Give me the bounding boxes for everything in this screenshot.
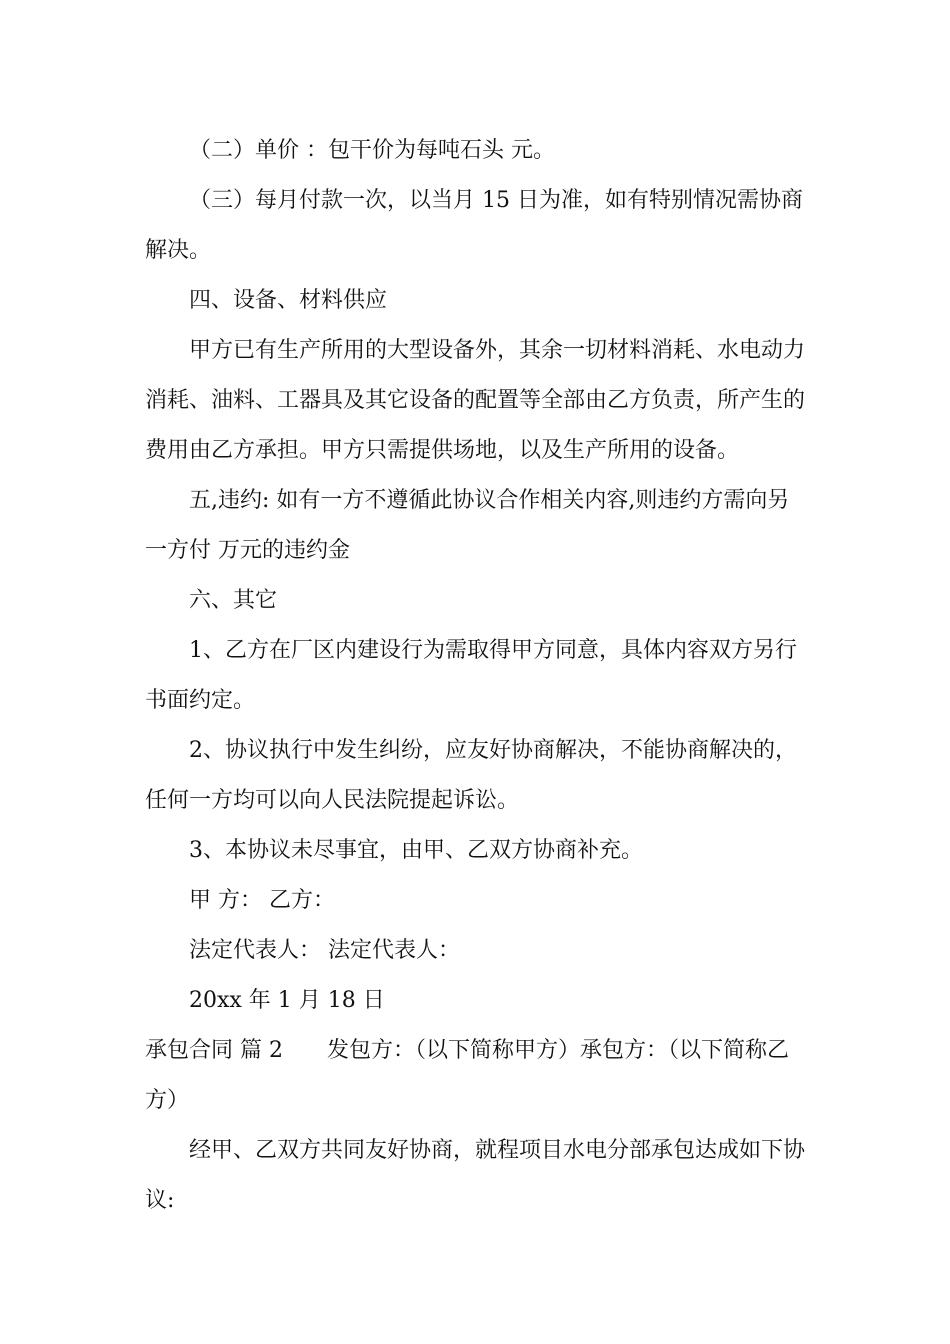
section2-header <box>145 1026 810 1126</box>
paragraph-equipment-terms: 甲方已有生产所用的大型设备外，其余一切材料消耗、水电动力消耗、油料、工器具及其它设备的配置等全部由乙方负责，所产生的费用由乙方承担。甲方只需提供场地，以及生产所用的设备。 <box>145 338 806 463</box>
paragraph-unit-price: （二）单价 ：包干价为每吨石头 元。 <box>189 138 555 163</box>
paragraph-monthly-payment: （三）每月付款一次，以当月 15 日为准，如有特别情况需协商解决。 <box>145 188 803 263</box>
clause-2: 2、协议执行中发生纠纷，应友好协商解决，不能协商解决的，任何一方均可以向人民法院提起诉讼。 <box>145 738 797 813</box>
signature-parties: 甲 方： 乙方： <box>189 888 335 913</box>
heading-other: 六、其它 <box>189 588 278 613</box>
signature-date: 20xx 年 1 月 18 日 <box>189 988 385 1013</box>
section2-parties: 发包方：（以下简称甲方）承包方：（以下简称乙方） <box>145 1038 789 1113</box>
signature-representatives: 法定代表人： 法定代表人： <box>189 938 460 963</box>
clause-1: 1、乙方在厂区内建设行为需取得甲方同意，具体内容双方另行书面约定。 <box>145 638 797 713</box>
clause-3: 3、本协议未尽事宜，由甲、乙双方协商补充。 <box>189 838 643 863</box>
section2-intro: 经甲、乙双方共同友好协商，就程项目水电分部承包达成如下协议: <box>145 1138 806 1213</box>
heading-equipment-supply: 四、设备、材料供应 <box>189 288 388 313</box>
paragraph-breach: 五,违约: 如有一方不遵循此协议合作相关内容,则违约方需向另一方付 万元的违约金 <box>145 488 790 563</box>
section2-title: 承包合同 篇 2 <box>145 1038 283 1063</box>
document-body <box>145 126 810 1226</box>
